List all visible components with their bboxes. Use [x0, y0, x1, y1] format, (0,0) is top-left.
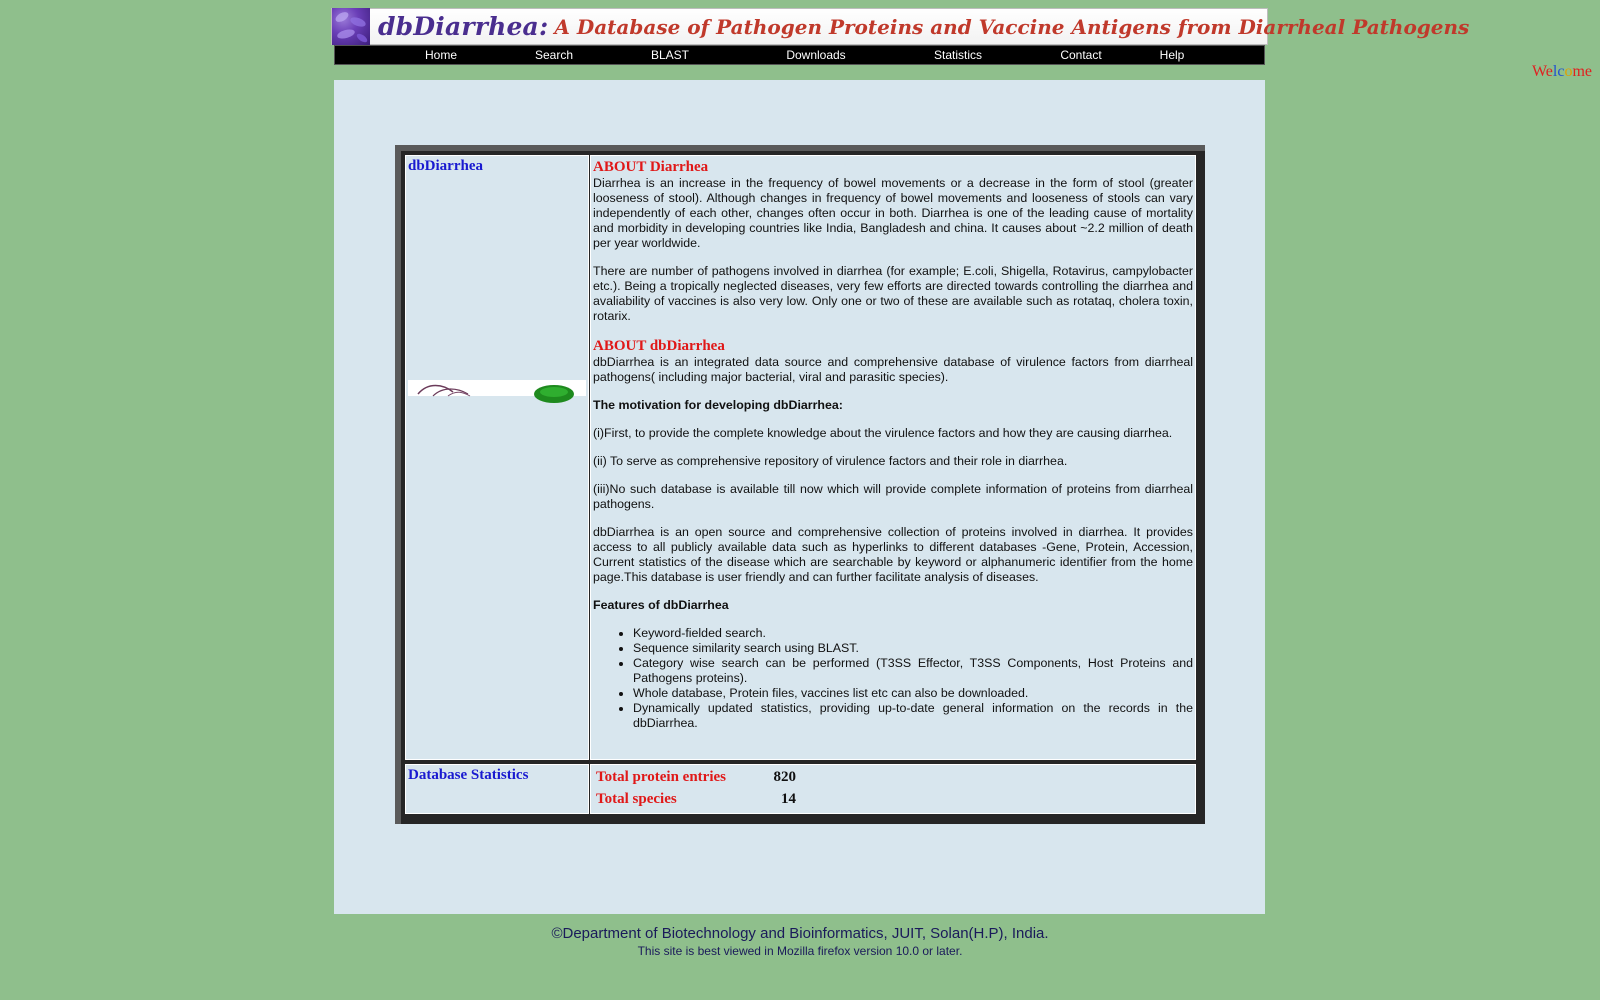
stats-heading: Database Statistics [408, 767, 529, 783]
nav-downloads[interactable]: Downloads [786, 48, 846, 62]
nav-home[interactable]: Home [424, 48, 458, 62]
welcome-marquee: Welcome [1531, 63, 1592, 80]
motivation-item: (iii)No such database is available till now which will provide complete information of proteins from diarrheal pathogens. [593, 482, 1193, 511]
feature-item: • Dynamically updated statistics, providing up-to-date general information on the records in the dbDiarrhea. [633, 701, 1193, 731]
about-paragraph: dbDiarrhea is an open source and comprehensive collection of proteins involved in diarrhea. It provides access to all publicly available data such as hyperlinks to different databases -Gene, Protein, Accession, Current statistics of the disease which are searchable by keyword or alphanumeric identifier from the home page.This database is user friendly and can further facilitate analysis of diseases. [593, 525, 1193, 584]
nav-search[interactable]: Search [534, 48, 574, 62]
banner-subtitle: A Database of Pathogen Proteins and Vaccine Antigens from Diarrheal Pathogens [554, 14, 1470, 39]
nav-contact[interactable]: Contact [1060, 48, 1102, 62]
about-paragraph: There are number of pathogens involved in diarrhea (for example; E.coli, Shigella, Rotavirus, campylobacter etc.). Being a tropically neglected diseases, very few efforts are directed towards controlling the diarrhea and avaliability of vaccines is also very low. Only one or two of these are available such as rotataq, cholera toxin, rotarix. [593, 264, 1193, 323]
about-paragraph: Diarrhea is an increase in the frequency of bowel movements or a decrease in the form of stool (greater looseness of stool). Although changes in frequency of bowel movements and looseness of stools can vary independently of each other, changes often occur in both. Diarrhea is one of the leading cause of mortality and morbidity in developing countries like India, Bangladesh and china. It causes about ~2.2 million of death per year worldwide. [593, 176, 1193, 250]
feature-item: • Sequence similarity search using BLAST. [633, 641, 1193, 656]
footer-copyright: ©Department of Biotechnology and Bioinformatics, JUIT, Solan(H.P), India. [551, 925, 1049, 942]
feature-item: • Category wise search can be performed (T3SS Effector, T3SS Components, Host Proteins and Pathogens proteins). [633, 656, 1193, 686]
stats-value: 14 [781, 791, 796, 807]
nav-statistics[interactable]: Statistics [933, 48, 983, 62]
motivation-item: (i)First, to provide the complete knowledge about the virulence factors and how they are causing diarrhea. [593, 426, 1173, 440]
banner-title: dbDiarrhea: [378, 12, 549, 41]
stats-cell [590, 764, 1196, 814]
feature-item: • Keyword-fielded search. [633, 626, 1193, 641]
bacteria-logo-icon [332, 8, 370, 45]
site-banner [331, 8, 1470, 45]
motivation-title: The motivation for developing dbDiarrhea: [593, 398, 843, 412]
stats-value: 820 [773, 769, 796, 785]
sidebar-cell [405, 155, 589, 760]
feature-item: • Whole database, Protein files, vaccines list etc can also be downloaded. [633, 686, 1193, 701]
about-diarrhea-heading: ABOUT Diarrhea [593, 159, 709, 175]
sidebar-heading: dbDiarrhea [408, 158, 483, 174]
main-nav [334, 45, 1265, 65]
pathogen-image [408, 380, 586, 396]
about-content [593, 158, 1193, 731]
about-cell [590, 155, 1196, 760]
footer-browser-note: This site is best viewed in Mozilla firefox version 10.0 or later. [637, 944, 963, 958]
nav-blast[interactable]: BLAST [650, 48, 690, 62]
about-paragraph: dbDiarrhea is an integrated data source and comprehensive database of virulence factors from diarrheal pathogens( including major bacterial, viral and parasitic species). [593, 355, 1193, 384]
stats-label: Total protein entries [596, 769, 726, 785]
stats-label: Total species [596, 791, 677, 807]
nav-help[interactable]: Help [1159, 48, 1185, 62]
motivation-item: (ii) To serve as comprehensive repository of virulence factors and their role in diarrhea. [593, 454, 1068, 468]
features-title: Features of dbDiarrhea [593, 598, 729, 612]
about-dbdiarrhea-heading: ABOUT dbDiarrhea [593, 338, 725, 354]
stats-heading-cell [405, 764, 589, 814]
features-list [593, 626, 1193, 731]
